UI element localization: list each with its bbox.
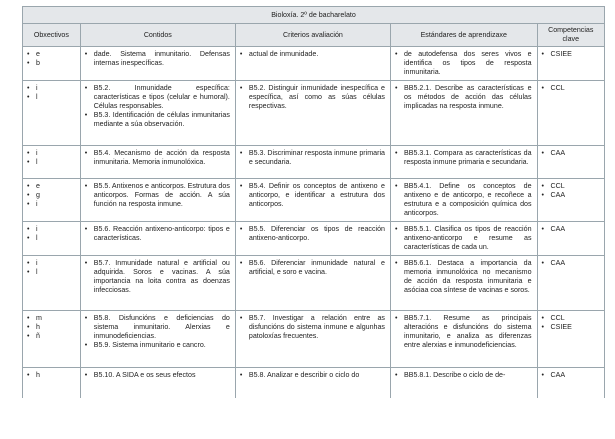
table-row [23, 222, 605, 256]
criterios-list [240, 50, 385, 59]
competencia-item: • CSIEE [542, 323, 599, 332]
contidos-list [85, 84, 230, 129]
cell-obxectivos [23, 146, 81, 179]
cell-estandares [390, 311, 537, 368]
cell-competencias [537, 311, 604, 368]
cell-estandares [390, 47, 537, 81]
contidos-item: • B5.8. Disfuncións e deficiencias do sistema inmunitario. Alerxias e inmunodeficiencias. [85, 314, 230, 341]
cell-estandares [390, 256, 537, 311]
cell-contidos [80, 47, 235, 81]
cell-obxectivos [23, 222, 81, 256]
cell-competencias [537, 368, 604, 398]
criterios-item: • B5.5. Diferenciar os tipos de reacción antixeno-anticorpo. [240, 225, 385, 243]
cell-obxectivos [23, 311, 81, 368]
obxectivo-item: • i [27, 84, 75, 93]
cell-contidos [80, 256, 235, 311]
obxectivo-item: • m [27, 314, 75, 323]
contidos-list [85, 182, 230, 209]
estandares-item: • BB5.5.1. Clasifica os tipos de reacción antixeno-anticorpo e resume as características de cada un. [395, 225, 532, 252]
criterios-item: • B5.3. Discriminar resposta inmune primaria e secundaria. [240, 149, 385, 167]
competencias-list [542, 314, 599, 332]
contidos-item: • B5.4. Mecanismo de acción da resposta inmunitaria. Memoria inmunolóxica. [85, 149, 230, 167]
competencia-item: • CCL [542, 314, 599, 323]
obxectivo-item: • e [27, 50, 75, 59]
estandares-list [395, 314, 532, 350]
obxectivo-item: • i [27, 149, 75, 158]
contidos-item: • B5.10. A SIDA e os seus efectos [85, 371, 230, 380]
obxectivo-item: • b [27, 59, 75, 68]
obxectivos-list [27, 149, 75, 167]
cell-contidos [80, 311, 235, 368]
contidos-item: • B5.2. Inmunidade específica: características e tipos (celular e humoral). Células responsables. [85, 84, 230, 111]
competencia-item: • CAA [542, 191, 599, 200]
estandares-item: • BB5.2.1. Describe as características e os métodos de acción das células implicadas na resposta inmune. [395, 84, 532, 111]
obxectivo-item: • i [27, 200, 75, 209]
obxectivo-item: • h [27, 323, 75, 332]
competencias-list [542, 50, 599, 59]
obxectivos-list [27, 259, 75, 277]
cell-obxectivos [23, 47, 81, 81]
cell-competencias [537, 179, 604, 222]
obxectivo-item: • i [27, 259, 75, 268]
estandares-list [395, 182, 532, 218]
criterios-item: • B5.2. Distinguir inmunidade inespecífica e específica, así como as súas células respectivas. [240, 84, 385, 111]
cell-contidos [80, 222, 235, 256]
obxectivo-item: • e [27, 182, 75, 191]
cell-obxectivos [23, 256, 81, 311]
competencia-item: • CCL [542, 84, 599, 93]
contidos-list [85, 259, 230, 295]
obxectivos-list [27, 84, 75, 102]
obxectivo-item: • h [27, 371, 75, 380]
table-body [23, 47, 605, 398]
cell-criterios [235, 368, 390, 398]
criterios-item: • B5.4. Definir os conceptos de antixeno e anticorpo, e identificar a estrutura dos anticorpos. [240, 182, 385, 209]
obxectivos-list [27, 314, 75, 341]
table-row [23, 368, 605, 398]
cell-criterios [235, 222, 390, 256]
cell-obxectivos [23, 81, 81, 146]
header-criterios: Criterios avaliación [235, 24, 390, 47]
competencias-list [542, 371, 599, 380]
cell-criterios [235, 47, 390, 81]
cell-criterios [235, 146, 390, 179]
estandares-list [395, 50, 532, 77]
estandares-item: • BB5.7.1. Resume as principais alteracións e disfuncións do sistema inmunitario, e analiza as diferenzas entre alerxias e inmunodeficiencias. [395, 314, 532, 350]
criterios-list [240, 84, 385, 111]
cell-criterios [235, 311, 390, 368]
header-estandares: Estándares de aprendizaxe [390, 24, 537, 47]
table-row [23, 81, 605, 146]
contidos-item: • B5.5. Antixenos e anticorpos. Estrutura dos anticorpos. Formas de acción. A súa función na resposta inmune. [85, 182, 230, 209]
criterios-list [240, 259, 385, 277]
obxectivo-item: • l [27, 158, 75, 167]
obxectivos-list [27, 182, 75, 209]
cell-contidos [80, 179, 235, 222]
header-contidos: Contidos [80, 24, 235, 47]
competencia-item: • CSIEE [542, 50, 599, 59]
competencia-item: • CAA [542, 225, 599, 234]
cell-contidos [80, 81, 235, 146]
competencia-item: • CAA [542, 259, 599, 268]
criterios-list [240, 371, 385, 380]
table-title: Bioloxía. 2º de bacharelato [23, 7, 605, 24]
table-row [23, 256, 605, 311]
contidos-item: • dade. Sistema inmunitario. Defensas internas inespecíficas. [85, 50, 230, 68]
cell-competencias [537, 146, 604, 179]
cell-contidos [80, 146, 235, 179]
criterios-list [240, 314, 385, 341]
cell-criterios [235, 179, 390, 222]
estandares-item: • BB5.8.1. Describe o ciclo de de- [395, 371, 532, 380]
obxectivos-list [27, 225, 75, 243]
obxectivos-list [27, 50, 75, 68]
criterios-list [240, 182, 385, 209]
estandares-list [395, 259, 532, 295]
estandares-list [395, 149, 532, 167]
competencias-list [542, 84, 599, 93]
cell-criterios [235, 256, 390, 311]
contidos-list [85, 314, 230, 350]
contidos-list [85, 149, 230, 167]
contidos-list [85, 225, 230, 243]
estandares-item: • BB5.4.1. Define os conceptos de antixeno e de anticorpo, e recoñece a estrutura e a composición química dos anticorpos. [395, 182, 532, 218]
contidos-item: • B5.3. Identificación de células inmunitarias mediante a súa observación. [85, 111, 230, 129]
competencia-item: • CAA [542, 149, 599, 158]
criterios-item: • actual de inmunidade. [240, 50, 385, 59]
cell-competencias [537, 81, 604, 146]
table-row [23, 179, 605, 222]
cell-contidos [80, 368, 235, 398]
contidos-list [85, 371, 230, 380]
obxectivo-item: • g [27, 191, 75, 200]
estandares-item: • BB5.6.1. Destaca a importancia da memoria inmunolóxica no mecanismo de acción da resposta inmunitaria e asóciaa coa síntese de vacinas e soros. [395, 259, 532, 295]
cell-competencias [537, 256, 604, 311]
estandares-item: • de autodefensa dos seres vivos e identifica os tipos de resposta inmunitaria. [395, 50, 532, 77]
cell-estandares [390, 222, 537, 256]
criterios-item: • B5.7. Investigar a relación entre as disfuncións do sistema inmune e algunhas patoloxías frecuentes. [240, 314, 385, 341]
estandares-list [395, 84, 532, 111]
criterios-list [240, 225, 385, 243]
cell-estandares [390, 81, 537, 146]
header-obxectivos: Obxectivos [23, 24, 81, 47]
competencias-list [542, 225, 599, 234]
cell-estandares [390, 146, 537, 179]
estandares-list [395, 225, 532, 252]
obxectivo-item: • l [27, 234, 75, 243]
competencia-item: • CAA [542, 371, 599, 380]
obxectivo-item: • i [27, 225, 75, 234]
cell-competencias [537, 47, 604, 81]
cell-estandares [390, 368, 537, 398]
contidos-item: • B5.6. Reacción antixeno-anticorpo: tipos e características. [85, 225, 230, 243]
criterios-item: • B5.6. Diferenciar inmunidade natural e artificial, e soro e vacina. [240, 259, 385, 277]
competencia-item: • CCL [542, 182, 599, 191]
cell-estandares [390, 179, 537, 222]
table-row [23, 146, 605, 179]
curriculum-table [22, 6, 605, 398]
cell-obxectivos [23, 179, 81, 222]
cell-obxectivos [23, 368, 81, 398]
table-row [23, 311, 605, 368]
cell-criterios [235, 81, 390, 146]
obxectivo-item: • ñ [27, 332, 75, 341]
competencias-list [542, 182, 599, 200]
competencias-list [542, 149, 599, 158]
contidos-item: • B5.9. Sistema inmunitario e cancro. [85, 341, 230, 350]
contidos-list [85, 50, 230, 68]
obxectivo-item: • l [27, 268, 75, 277]
contidos-item: • B5.7. Inmunidade natural e artificial ou adquirida. Soros e vacinas. A súa importancia na loita contra as doenzas infecciosas. [85, 259, 230, 295]
estandares-list [395, 371, 532, 380]
header-competencias: Competencias clave [537, 24, 604, 47]
cell-competencias [537, 222, 604, 256]
criterios-item: • B5.8. Analizar e describir o ciclo do [240, 371, 385, 380]
obxectivos-list [27, 371, 75, 380]
document-page [22, 6, 615, 439]
criterios-list [240, 149, 385, 167]
obxectivo-item: • l [27, 93, 75, 102]
estandares-item: • BB5.3.1. Compara as características da resposta inmune primaria e secundaria. [395, 149, 532, 167]
competencias-list [542, 259, 599, 268]
table-row [23, 47, 605, 81]
